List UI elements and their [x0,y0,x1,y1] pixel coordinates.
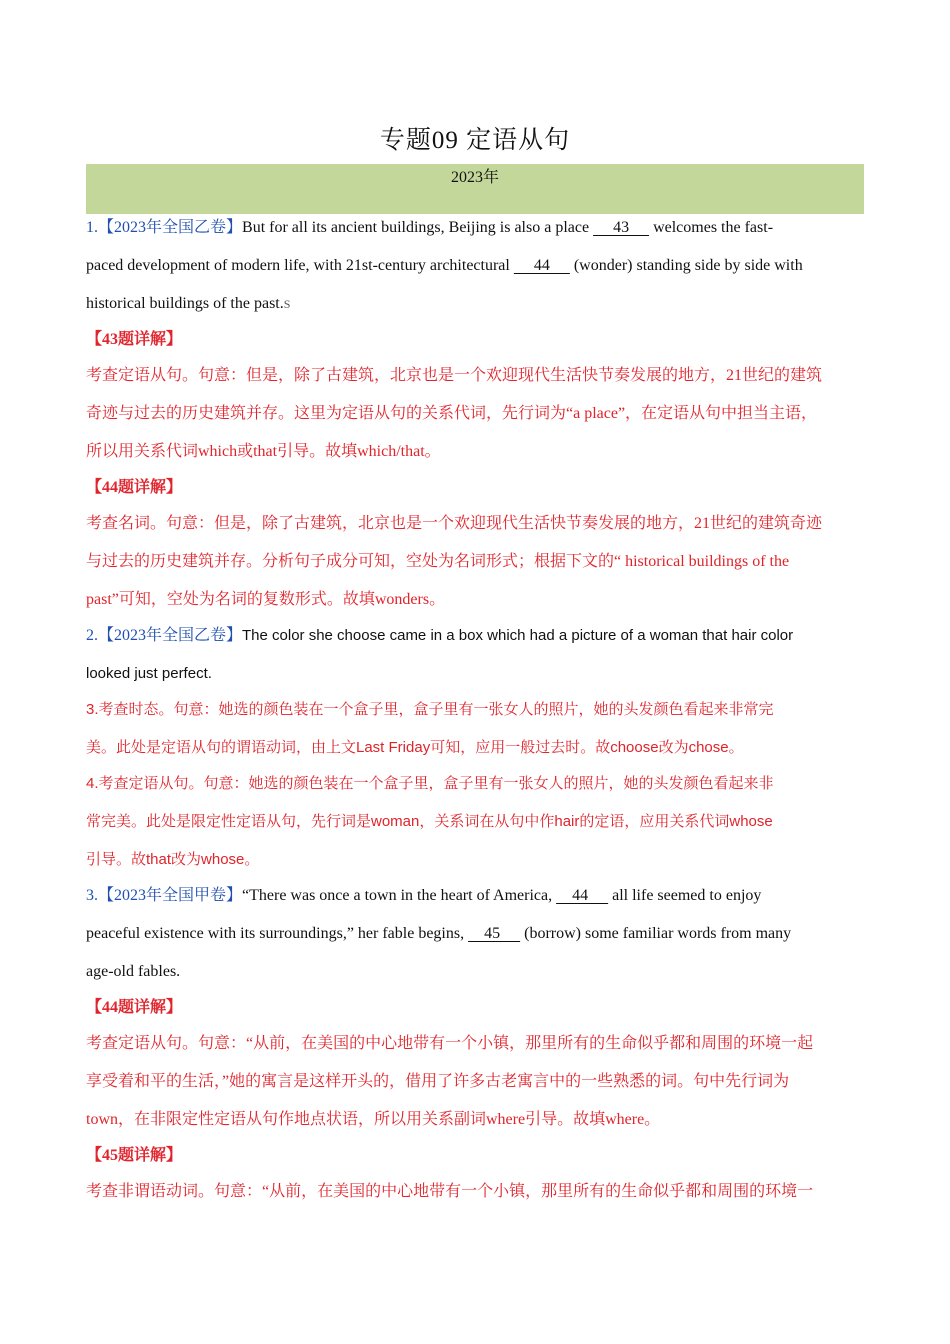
question-text: peaceful existence with its surroundings,” her fable begins, [86,925,469,942]
document-body [86,212,876,1214]
question-text: historical buildings of the past. [86,295,284,312]
answer-3-line: 3.考查时态。句意：她选的颜色装在一个盒子里，盒子里有一张女人的照片，她的头发颜色看起来非常完 [86,701,774,718]
answer-43-heading: 【43题详解】 [86,331,183,348]
question-source: 【2023年全国甲卷】 [98,887,243,904]
blank-43: 43 [593,219,650,236]
page-title: 专题09 定语从句 [379,127,571,154]
answer-44-heading: 【44题详解】 [86,999,183,1016]
answer-43-line: 奇迹与过去的历史建筑并存。这里为定语从句的关系代词，先行词为“a place”，在定语从句中担当主语， [86,405,818,422]
question-text: (wonder) standing side by side with [569,257,803,274]
question-3-line-1 [86,880,876,918]
question-text: welcomes the fast- [649,219,774,236]
question-text: all life seemed to enjoy [608,887,762,904]
answer-44-line: 考查名词。句意：但是，除了古建筑，北京也是一个欢迎现代生活快节奏发展的地方，21世纪的建筑奇迹 [86,515,823,532]
answer-4-line: 4.考查定语从句。句意：她选的颜色装在一个盒子里，盒子里有一张女人的照片，她的头发颜色看起来非 [86,775,774,792]
answer-3-line: 美。此处是定语从句的谓语动词，由上文Last Friday可知，应用一般过去时。故choose改为chose。 [86,739,744,756]
stray-mark: S [283,297,291,311]
blank-45: 45 [468,925,521,942]
answer-4-line: 常完美。此处是限定性定语从句，先行词是woman，关系词在从句中作hair的定语，应用关系代词whose [86,813,773,830]
blank-44: 44 [556,887,609,904]
question-number: 1. [86,219,98,236]
answer-44-line: 与过去的历史建筑并存。分析句子成分可知，空处为名词形式；根据下文的“ historical buildings of the [86,553,790,570]
answer-45-heading: 【45题详解】 [86,1147,183,1164]
question-text: (borrow) some familiar words from many [520,925,792,942]
answer-43-line: 所以用关系代词which或that引导。故填which/that。 [86,443,441,460]
answer-44-heading: 【44题详解】 [86,479,183,496]
answer-44-line: 考查定语从句。句意：“从前，在美国的中心地带有一个小镇，那里所有的生命似乎都和周围的环境一起 [86,1035,814,1052]
question-3-line-3 [86,956,876,992]
answer-44-line: town，在非限定性定语从句作地点状语，所以用关系副词where引导。故填where。 [86,1111,661,1128]
year-banner: 2023年 [86,164,864,214]
question-number: 2. [86,627,98,644]
answer-45-line: 考查非谓语动词。句意：“从前，在美国的中心地带有一个小镇，那里所有的生命似乎都和周围的环境一 [86,1183,814,1200]
answer-4-line: 引导。故that改为whose。 [86,851,260,868]
question-source: 【2023年全国乙卷】 [98,219,243,236]
question-text: But for all its ancient buildings, Beijing is also a place [242,219,594,236]
question-text: age-old fables. [86,963,181,980]
question-text: paced development of modern life, with 21st-century architectural [86,257,514,274]
answer-44-line: past”可知，空处为名词的复数形式。故填wonders。 [86,591,446,608]
blank-44: 44 [513,257,570,274]
question-source: 【2023年全国乙卷】 [98,627,243,644]
question-text: “There was once a town in the heart of America, [242,887,557,904]
answer-43-line: 考查定语从句。句意：但是，除了古建筑，北京也是一个欢迎现代生活快节奏发展的地方，21世纪的建筑 [86,367,823,384]
question-1-line-3 [86,288,876,324]
question-number: 3. [86,887,98,904]
question-2-line-2 [86,658,876,694]
question-2-line-1 [86,620,876,658]
question-3-line-2 [86,918,876,956]
question-1-line-1 [86,212,876,250]
answer-44-line: 享受着和平的生活，”她的寓言是这样开头的，借用了许多古老寓言中的一些熟悉的词。句中先行词为 [86,1073,790,1090]
question-text: looked just perfect. [86,665,212,682]
question-1-line-2 [86,250,876,288]
question-text: The color she choose came in a box which had a picture of a woman that hair color [242,627,794,644]
